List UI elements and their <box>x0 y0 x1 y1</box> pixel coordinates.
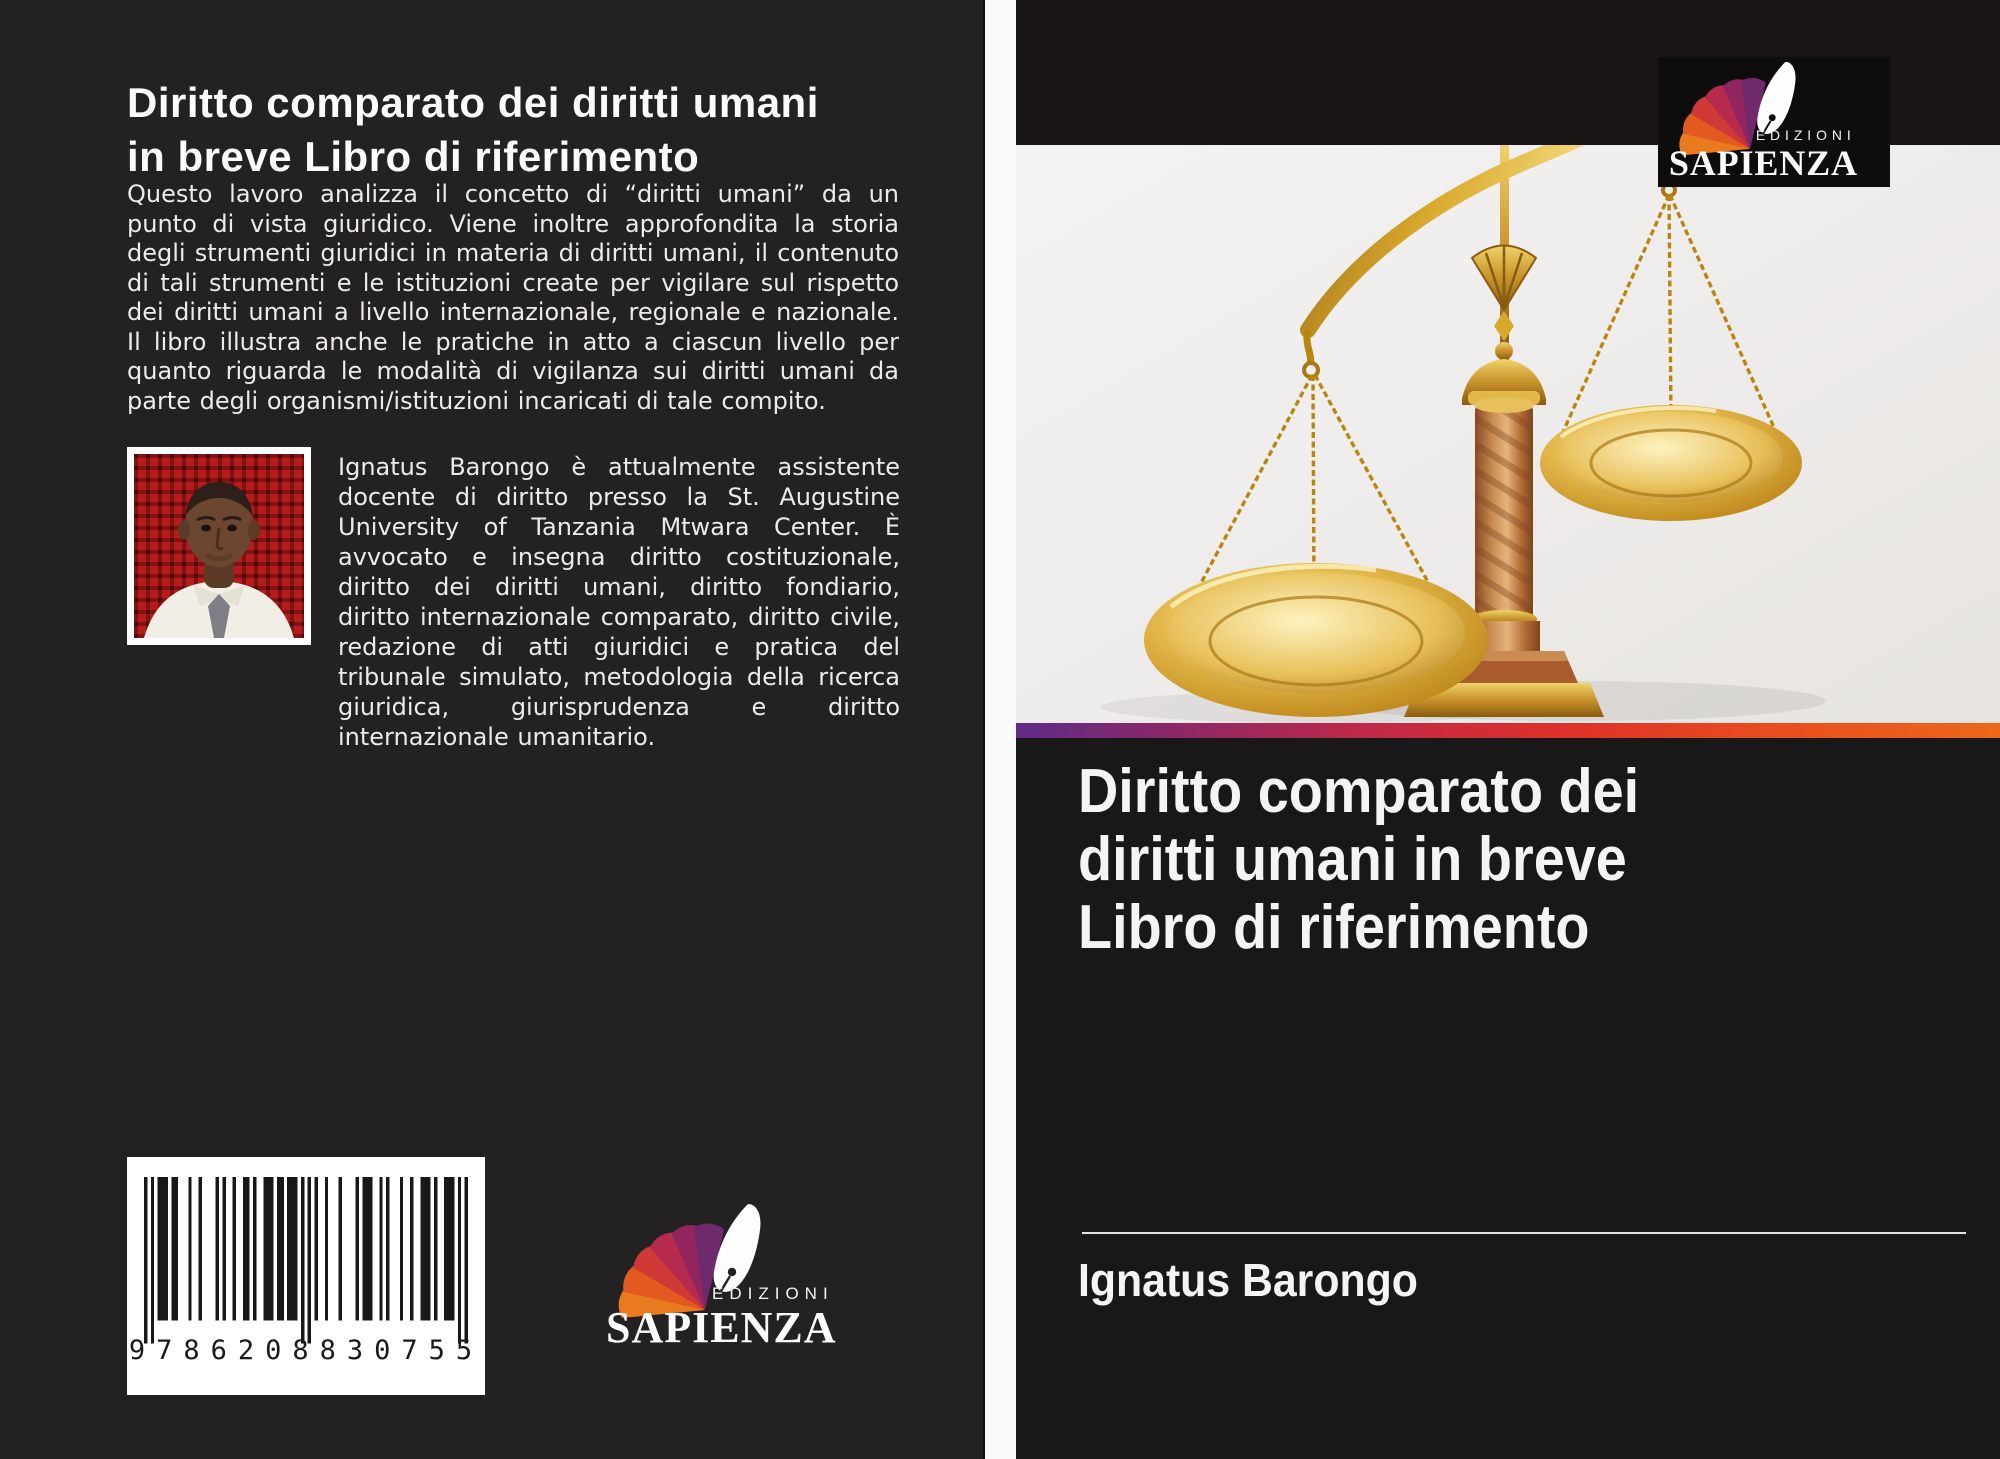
isbn-digits: 9786208830755 <box>128 1335 484 1366</box>
front-title-line1: Diritto comparato dei <box>1078 757 1640 826</box>
edizioni-label: EDIZIONI <box>712 1284 834 1303</box>
scales-of-justice-photo <box>1016 145 2000 723</box>
publisher-logo-back <box>600 1198 840 1358</box>
edizioni-label: EDIZIONI <box>1755 127 1856 144</box>
front-author-name: Ignatus Barongo <box>1078 1254 1418 1306</box>
author-photo <box>127 447 311 645</box>
author-divider-line <box>1082 1232 1966 1234</box>
front-cover <box>1016 0 2000 1459</box>
back-title-line2: in breve Libro di riferimento <box>127 133 700 180</box>
front-title-line3: Libro di riferimento <box>1078 893 1590 962</box>
author-portrait-image <box>134 454 304 638</box>
book-description: Questo lavoro analizza il concetto di “diritti umani” da un punto di vista giuridico. Viene inoltre approfondita la storia degli strumenti giuridici in materia di diritti umani, il contenuto di tali strumenti e le istituzioni create per vigilare sul rispetto dei diritti umani a livello internazionale, regionale e nazionale. Il libro illustra anche le pratiche in atto a ciascun livello per quanto riguarda le modalità di vigilanza sui diritti umani da parte degli organismi/istituzioni incaricati di tale compito. <box>127 180 899 415</box>
sapienza-wordmark: SAPIENZA <box>1668 143 1858 184</box>
barcode-bars-image <box>144 1177 468 1355</box>
barcode <box>127 1157 485 1395</box>
sapienza-wordmark: SAPIENZA <box>606 1303 837 1352</box>
spine <box>983 0 1018 1459</box>
scales-image <box>1016 145 2000 723</box>
back-cover <box>0 0 983 1459</box>
back-cover-title <box>127 76 927 184</box>
accent-gradient-stripe <box>1016 723 2000 738</box>
front-title-line2: diritti umani in breve <box>1078 825 1627 894</box>
back-title-line1: Diritto comparato dei diritti umani <box>127 79 819 126</box>
front-cover-title <box>1078 758 1702 962</box>
publisher-logo-front <box>1658 57 1890 187</box>
author-bio: Ignatus Barongo è attualmente assistente docente di diritto presso la St. Augustine University of Tanzania Mtwara Center. È avvocato e insegna diritto costituzionale, diritto dei diritti umani, diritto fondiario, diritto internazionale comparato, diritto civile, redazione di atti giuridici e pratica del tribunale simulato, metodologia della ricerca giuridica, giurisprudenza e diritto internazionale umanitario. <box>338 453 900 751</box>
